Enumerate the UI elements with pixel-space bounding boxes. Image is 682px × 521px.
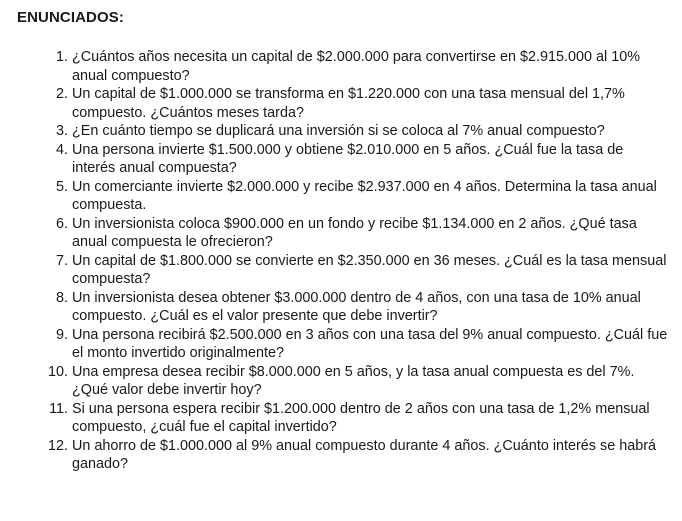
exercise-text: Un inversionista desea obtener $3.000.000 dentro de 4 años, con una tasa de 10% anual compuesto. ¿Cuál es el valor presente que debe invertir? <box>72 289 641 324</box>
exercise-text: Una empresa desea recibir $8.000.000 en 5 años, y la tasa anual compuesta es del 7%. ¿Qué valor debe invertir hoy? <box>72 363 635 398</box>
exercise-list <box>0 48 682 474</box>
exercise-text: Un capital de $1.000.000 se transforma en $1.220.000 con una tasa mensual del 1,7% compuesto. ¿Cuántos meses tarda? <box>72 86 625 121</box>
exercise-text: Una persona invierte $1.500.000 y obtiene $2.010.000 en 5 años. ¿Cuál fue la tasa de interés anual compuesta? <box>72 141 624 176</box>
exercise-text: ¿Cuántos años necesita un capital de $2.000.000 para convertirse en $2.915.000 al 10% anual compuesto? <box>72 49 641 84</box>
exercise-item-7 <box>0 252 682 289</box>
exercise-text: Un capital de $1.800.000 se convierte en $2.350.000 en 36 meses. ¿Cuál es la tasa mensual compuesta? <box>72 252 667 287</box>
exercise-number: 12. <box>47 437 68 454</box>
exercise-text: Si una persona espera recibir $1.200.000 dentro de 2 años con una tasa de 1,2% mensual compuesto, ¿cuál fue el capital invertido? <box>72 400 650 435</box>
exercise-number: 6. <box>55 215 68 232</box>
exercise-number: 2. <box>55 86 68 102</box>
exercise-number: 1. <box>55 49 68 65</box>
exercise-item-3 <box>0 122 682 141</box>
exercise-item-1 <box>0 48 682 85</box>
exercise-number: 10. <box>47 363 68 380</box>
exercise-item-8 <box>0 289 682 326</box>
exercise-number: 5. <box>55 178 68 195</box>
exercise-number: 9. <box>55 326 68 343</box>
exercise-text: ¿En cuánto tiempo se duplicará una inversión si se coloca al 7% anual compuesto? <box>72 123 605 139</box>
exercise-number: 4. <box>55 141 68 158</box>
exercise-item-9 <box>0 326 682 363</box>
exercise-item-6 <box>0 215 682 252</box>
exercise-item-4 <box>0 141 682 178</box>
exercise-text: Un inversionista coloca $900.000 en un fondo y recibe $1.134.000 en 2 años. ¿Qué tasa anual compuesta le ofrecieron? <box>72 215 637 250</box>
exercise-item-5 <box>0 178 682 215</box>
exercise-item-12 <box>0 437 682 474</box>
exercise-item-10 <box>0 363 682 400</box>
exercise-number: 8. <box>55 289 68 306</box>
exercise-number: 11. <box>49 400 68 417</box>
exercise-text: Una persona recibirá $2.500.000 en 3 años con una tasa del 9% anual compuesto. ¿Cuál fue el monto invertido originalmente? <box>72 326 668 361</box>
exercise-item-2 <box>0 85 682 122</box>
exercise-text: Un ahorro de $1.000.000 al 9% anual compuesto durante 4 años. ¿Cuánto interés se habrá ganado? <box>72 437 657 472</box>
exercise-item-11 <box>0 400 682 437</box>
exercise-text: Un comerciante invierte $2.000.000 y recibe $2.937.000 en 4 años. Determina la tasa anual compuesta. <box>72 178 657 213</box>
exercise-number: 7. <box>55 252 68 269</box>
document-heading: ENUNCIADOS: <box>17 9 124 26</box>
exercise-number: 3. <box>55 123 68 139</box>
